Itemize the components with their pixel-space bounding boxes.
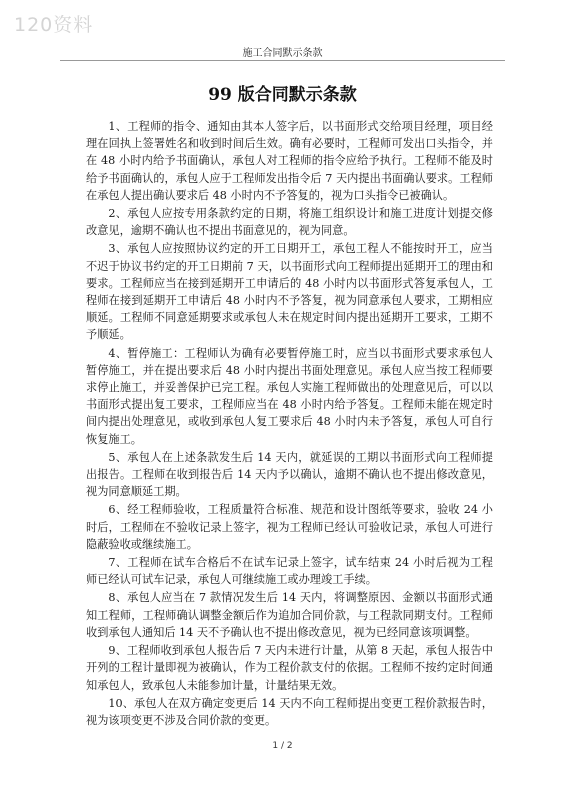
clause-paragraph: 6、经工程师验收，工程质量符合标准、规范和设计图纸等要求，验收 24 小时后，工程师在不验收记录上签字，视为工程师已经认可验收记录，承包人可进行隐蔽验收或继续施工。	[86, 503, 493, 551]
clause-paragraph: 9、工程师收到承包人报告后 7 天内未进行计量，从第 8 天起，承包人报告中开列的工程计量即视为被确认，作为工程价款支付的依据。工程师不按约定时间通知承包人，致承包人未能参加计量，计量结果无效。	[86, 644, 493, 692]
running-header: 施工合同默示条款	[242, 48, 323, 59]
page-number: 1 / 2	[272, 741, 293, 751]
document-body	[86, 118, 493, 730]
watermark-logo: 120资料	[14, 14, 94, 36]
clause-paragraph: 3、承包人应按照协议约定的开工日期开工，承包工程人不能按时开工，应当不迟于协议书约定的开工日期前 7 天，以书面形式向工程师提出延期开工的理由和要求。工程师应当在接到延期开工申请后的 48 小时内以书面形式答复承包人，工程师在接到延期开工申请后 48 小时内不予答复，视为同意承包人要求，工期相应顺延。工程师不同意延期要求或承包人未在规定时间内提出延期开工要求，工期不予顺延。	[86, 242, 493, 342]
clause-paragraph: 4、暂停施工：工程师认为确有必要暂停施工时，应当以书面形式要求承包人暂停施工，并在提出要求后 48 小时内提出书面处理意见。承包人应当按工程师要求停止施工，并妥善保护已完工程。承包人实施工程师做出的处理意见后，可以以书面形式提出复工要求，工程师应当在 48 小时内给予答复。工程师未能在规定时间内提出处理意见，或收到承包人复工要求后 48 小时内未予答复，承包人可自行恢复施工。	[86, 346, 493, 446]
document-title: 99 版合同默示条款	[208, 85, 357, 105]
header-divider	[60, 60, 505, 61]
clause-paragraph: 2、承包人应按专用条款约定的日期，将施工组织设计和施工进度计划提交修改意见，逾期不确认也不提出书面意见的，视为同意。	[86, 207, 493, 238]
clause-paragraph: 10、承包人在双方确定变更后 14 天内不向工程师提出变更工程价款报告时，视为该项变更不涉及合同价款的变更。	[86, 696, 493, 727]
clause-paragraph: 5、承包人在上述条款发生后 14 天内，就延误的工期以书面形式向工程师提出报告。工程师在收到报告后 14 天内予以确认，逾期不确认也不提出修改意见，视为同意顺延工期。	[86, 450, 493, 499]
clause-paragraph: 7、工程师在试车合格后不在试车记录上签字，试车结束 24 小时后视为工程师已经认可试车记录，承包人可继续施工或办理竣工手续。	[86, 556, 493, 587]
clause-paragraph: 1、工程师的指令、通知由其本人签字后，以书面形式交给项目经理，项目经理在回执上签署姓名和收到时间后生效。确有必要时，工程师可发出口头指令，并在 48 小时内给予书面确认，承包人对工程师的指令应给予执行。工程师不能及时给予书面确认的，承包人应于工程师发出指令后 7 天内提出书面确认要求。工程师在承包人提出确认要求后 48 小时内不予答复的，视为口头指令已被确认。	[86, 120, 493, 202]
clause-paragraph: 8、承包人应当在 7 款情况发生后 14 天内，将调整原因、金额以书面形式通知工程师，工程师确认调整金额后作为追加合同价款，与工程款同期支付。工程师收到承包人通知后 14 天不予确认也不提出修改意见，视为已经同意该项调整。	[86, 591, 493, 639]
